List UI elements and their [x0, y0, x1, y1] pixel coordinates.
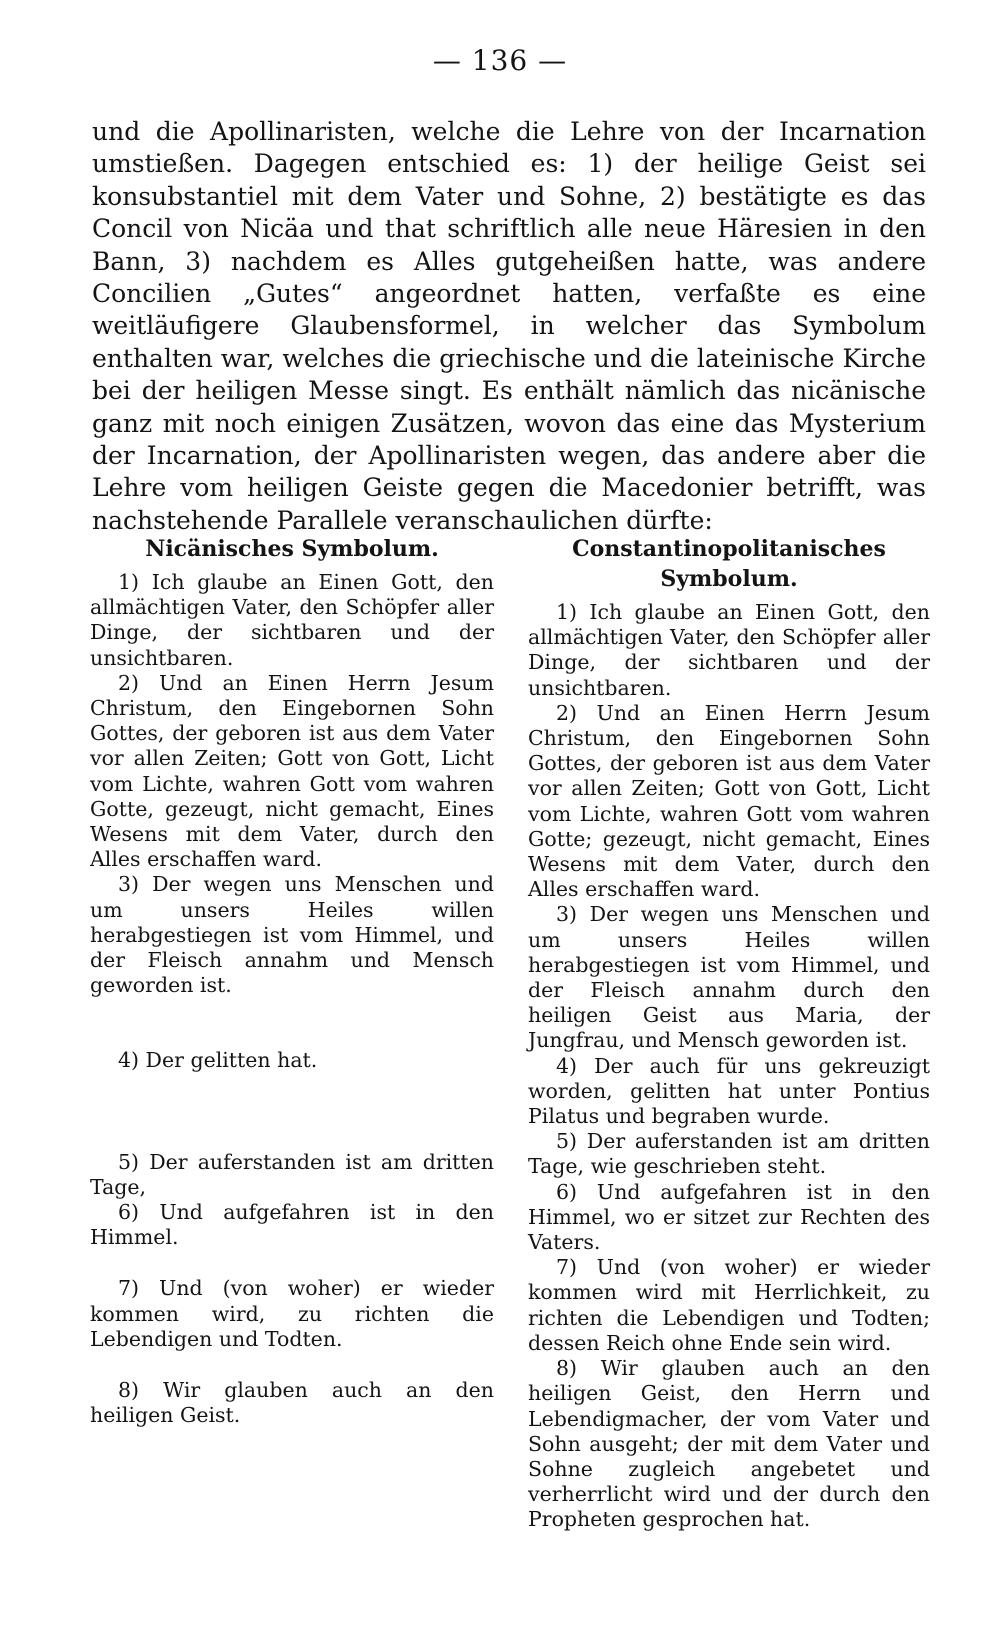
constantinopolitan-column-title: Constantinopolitanisches Symbolum. — [572, 536, 886, 592]
nicene-article-8: 8) Wir glauben auch an den heiligen Geist. — [90, 1378, 494, 1428]
intro-paragraph — [92, 116, 926, 537]
constantinopolitan-article-7: 7) Und (von woher) er wieder kommen wird mit Herrlichkeit, zu richten die Lebendigen und Todten; dessen Reich ohne Ende sein wird. — [528, 1255, 930, 1355]
nicene-article-5: 5) Der auferstanden ist am dritten Tage, — [90, 1149, 494, 1199]
nicene-column — [90, 534, 494, 1428]
nicene-article-3: 3) Der wegen uns Menschen und um unsers Heiles willen herabgestiegen ist vom Himmel, und der Fleisch annahm und Mensch geworden ist. — [90, 872, 494, 998]
constantinopolitan-column — [528, 534, 930, 1533]
nicene-article-1: 1) Ich glaube an Einen Gott, den allmächtigen Vater, den Schöpfer aller Dinge, der sichtbaren und der unsichtbaren. — [90, 570, 494, 670]
constantinopolitan-article-1: 1) Ich glaube an Einen Gott, den allmächtigen Vater, den Schöpfer aller Dinge, der sichtbaren und der unsichtbaren. — [528, 600, 930, 700]
nicene-article-7: 7) Und (von woher) er wieder kommen wird, zu richten die Lebendigen und Todten. — [90, 1276, 494, 1351]
constantinopolitan-article-5: 5) Der auferstanden ist am dritten Tage, wie geschrieben steht. — [528, 1129, 930, 1179]
constantinopolitan-article-3: 3) Der wegen uns Menschen und um unsers Heiles willen herabgestiegen ist vom Himmel, und der Fleisch annahm durch den heiligen Geist aus Maria, der Jungfrau, und Mensch geworden ist. — [528, 902, 930, 1053]
intro-text: und die Apollinaristen, welche die Lehre von der Incarnation umstießen. Dagegen entschied es: 1) der heilige Geist sei konsubstantiel mit dem Vater und Sohne, 2) bestätigte es das Concil von Nicäa und that schriftlich alle neue Häresien in den Bann, 3) nachdem es Alles gutgeheißen hatte, was andere Concilien „Gutes“ angeordnet hatten, verfaßte es eine weitläufigere Glaubensformel, in welcher das Symbolum enthalten war, welches die griechische und die lateinische Kirche bei der heiligen Messe singt. Es enthält nämlich das nicänische ganz mit noch einigen Zusätzen, wovon das eine das Mysterium der Incarnation, der Apollinaristen wegen, das andere aber die Lehre vom heiligen Geiste gegen die Macedonier betrifft, was nachstehende Parallele veranschaulichen dürfte: — [92, 117, 926, 535]
constantinopolitan-article-2: 2) Und an Einen Herrn Jesum Christum, den Eingebornen Sohn Gottes, der geboren ist aus dem Vater vor allen Zeiten; Gott von Gott, Licht vom Lichte, wahren Gott vom wahren Gotte; gezeugt, nicht gemacht, Eines Wesens mit dem Vater, durch den Alles erschaffen ward. — [528, 700, 930, 902]
nicene-article-2: 2) Und an Einen Herrn Jesum Christum, den Eingebornen Sohn Gottes, der geboren ist aus dem Vater vor allen Zeiten; Gott von Gott, Licht vom Lichte, wahren Gott vom wahren Gotte, gezeugt, nicht gemacht, Eines Wesens mit dem Vater, durch den Alles erschaffen ward. — [90, 670, 494, 872]
page-number: — 136 — — [432, 44, 568, 77]
nicene-article-6: 6) Und aufgefahren ist in den Himmel. — [90, 1200, 494, 1250]
nicene-article-4: 4) Der gelitten hat. — [118, 1048, 318, 1073]
constantinopolitan-article-4: 4) Der auch für uns gekreuzigt worden, gelitten hat unter Pontius Pilatus und begraben wurde. — [528, 1053, 930, 1129]
constantinopolitan-article-6: 6) Und aufgefahren ist in den Himmel, wo er sitzet zur Rechten des Vaters. — [528, 1179, 930, 1255]
nicene-column-title: Nicänisches Symbolum. — [145, 536, 439, 562]
constantinopolitan-article-8: 8) Wir glauben auch an den heiligen Geist, den Herrn und Lebendigmacher, der vom Vater und Sohn ausgeht; der mit dem Vater und Sohne zugleich angebetet und verherrlicht wird und der durch den Propheten gesprochen hat. — [528, 1356, 930, 1532]
